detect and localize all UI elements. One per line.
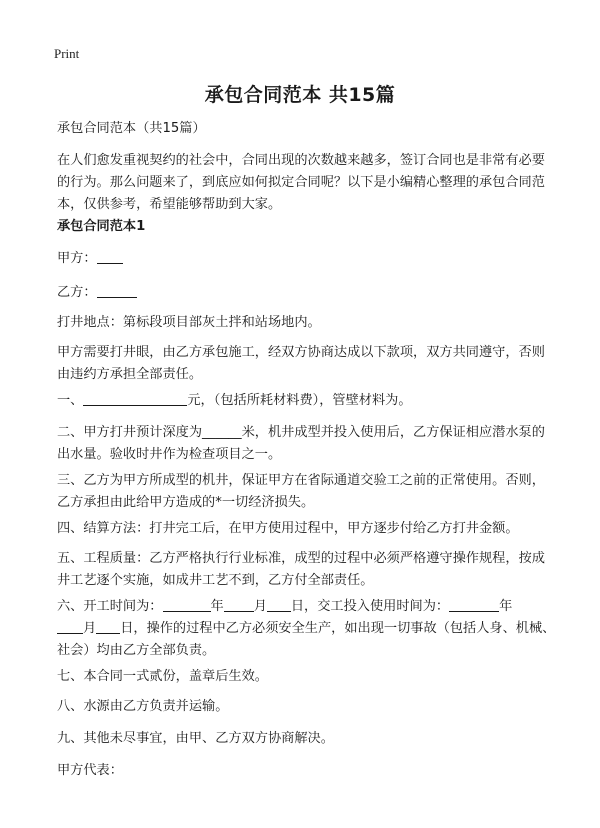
clause-6-text: 日，操作的过程中乙方必须安全生产，如出现一切事故（包括人身、机械、社会）均由乙方全部负责。 [57,621,556,658]
subtitle: 承包合同范本（共15篇） [57,121,206,136]
clause-9: 九、其他未尽事宜，由甲、乙方双方协商解决。 [57,731,334,746]
clause-6-year: 年 [210,599,224,614]
start-year-blank [163,597,211,612]
clause-1-prefix: 一、 [57,393,84,408]
party-b-line [57,282,557,304]
clause-1-blank [83,391,187,406]
clause-6-year2: 年 [499,599,513,614]
party-b-label: 乙方： [57,285,97,300]
end-year-blank [449,597,499,612]
clause-8: 八、水源由乙方负责并运输。 [57,699,229,714]
party-a-line [57,248,557,270]
section-heading: 承包合同范本1 [57,219,146,234]
print-link[interactable]: Print [54,46,80,61]
preamble-paragraph: 甲方需要打井眼，由乙方承包施工，经双方协商达成以下款项，双方共同遵守，否则由违约方承担全部责任。 [57,345,545,382]
intro-paragraph: 在人们愈发重视契约的社会中，合同出现的次数越来越多，签订合同也是非常有必要的行为。那么问题来了，到底应如何拟定合同呢？以下是小编精心整理的承包合同范本，仅供参考，希望能够帮助到大家。 [57,153,545,212]
clause-1 [57,390,557,412]
clause-6-month2: 月 [83,621,97,636]
rep-a-line: 甲方代表： [57,763,123,778]
clause-6-prefix: 六、开工时间为： [57,599,163,614]
page-title: 承包合同范本 共15篇 [204,84,396,106]
party-b-blank [97,283,137,298]
clause-3: 三、乙方为甲方所成型的机井，保证甲方在省际通道交验工之前的正常使用。否则，乙方承担由此给甲方造成的*一切经济损失。 [57,473,545,510]
clause-6-day: 日，交工投入使用时间为： [290,599,450,614]
clause-1-text: 元，（包括所耗材料费），管壁材料为。 [187,393,412,408]
clause-6-month: 月 [253,599,267,614]
clause-5: 五、工程质量：乙方严格执行行业标准，成型的过程中必须严格遵守操作规程，按成井工艺逐个实施，如成井工艺不到，乙方付全部责任。 [57,551,545,588]
party-a-blank [97,249,123,264]
end-month-blank [57,619,83,634]
start-month-blank [224,597,254,612]
clause-7: 七、本合同一式贰份，盖章后生效。 [57,669,268,684]
party-a-label: 甲方： [57,251,97,266]
start-day-blank [267,597,291,612]
location-paragraph: 打井地点：第标段项目部灰土拌和站场地内。 [57,315,321,330]
clause-2: 二、甲方打井预计深度为______米，机井成型并投入使用后，乙方保证相应潜水泵的出水量。验收时井作为检查项目之一。 [57,425,545,462]
end-day-blank [96,619,120,634]
clause-6 [57,596,557,662]
clause-4: 四、结算方法：打井完工后，在甲方使用过程中，甲方逐步付给乙方打井金额。 [57,521,519,536]
